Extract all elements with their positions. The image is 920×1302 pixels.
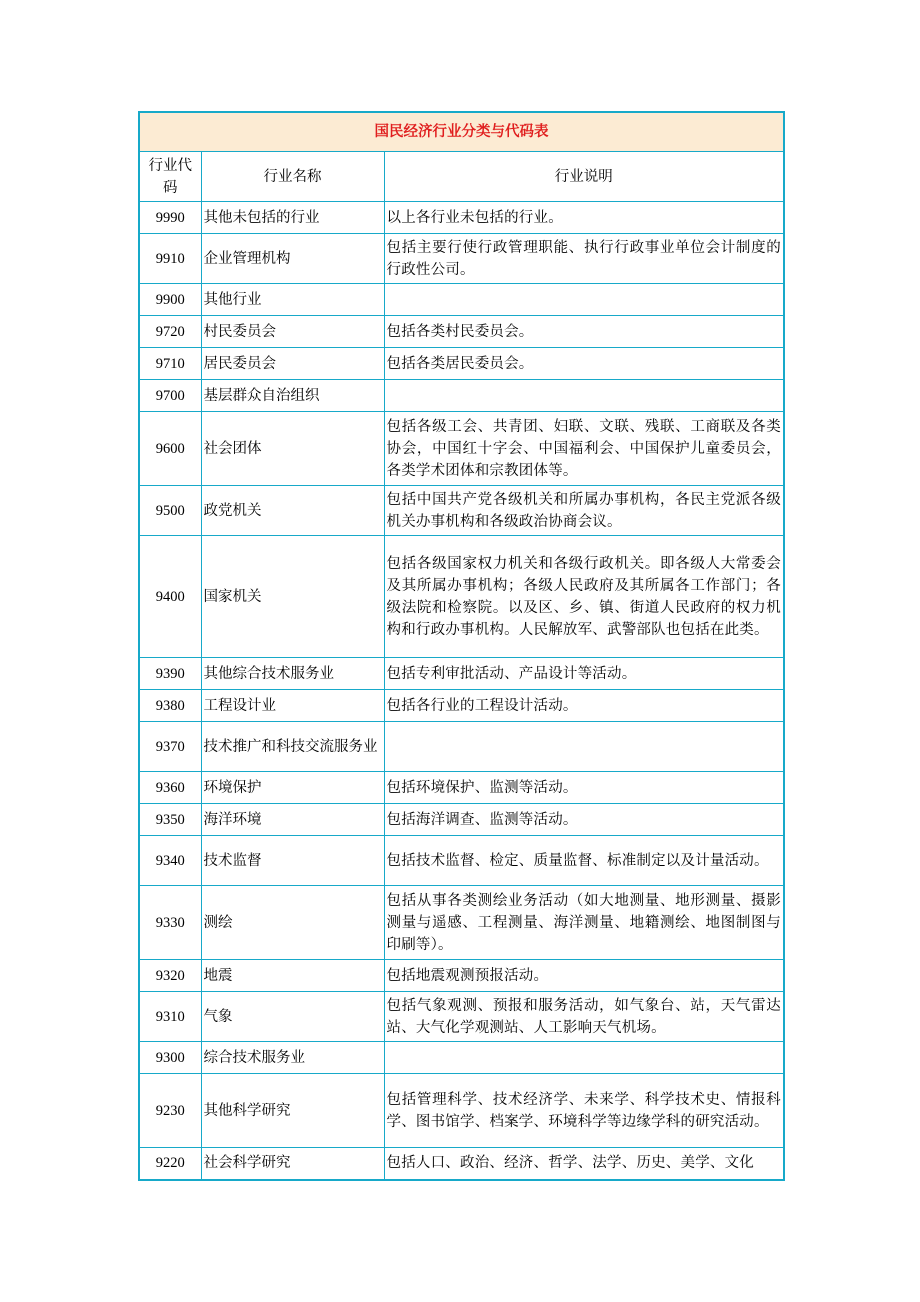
header-name: 行业名称 <box>201 152 384 202</box>
row-description: 包括各级国家权力机关和各级行政机关。即各级人大常委会及其所属办事机构；各级人民政府及其所属各工作部门；各级法院和检察院。以及区、乡、镇、街道人民政府的权力机构和行政办事机构。人民解放军、武警部队也包括在此类。 <box>384 536 784 658</box>
row-code: 9330 <box>139 886 201 960</box>
row-description: 包括各类居民委员会。 <box>384 348 784 380</box>
row-name: 其他综合技术服务业 <box>201 658 384 690</box>
row-description <box>384 284 784 316</box>
row-code: 9600 <box>139 412 201 486</box>
row-description <box>384 722 784 772</box>
row-name: 基层群众自治组织 <box>201 380 384 412</box>
table-row <box>139 960 784 992</box>
row-name: 工程设计业 <box>201 690 384 722</box>
row-code: 9720 <box>139 316 201 348</box>
row-code: 9990 <box>139 202 201 234</box>
table-row <box>139 234 784 284</box>
row-name: 技术监督 <box>201 836 384 886</box>
row-name: 气象 <box>201 992 384 1042</box>
row-description: 包括中国共产党各级机关和所属办事机构，各民主党派各级机关办事机构和各级政治协商会议。 <box>384 486 784 536</box>
row-name: 居民委员会 <box>201 348 384 380</box>
row-code: 9320 <box>139 960 201 992</box>
row-code: 9910 <box>139 234 201 284</box>
header-code: 行业代码 <box>139 152 201 202</box>
row-code: 9390 <box>139 658 201 690</box>
table-row <box>139 284 784 316</box>
row-name: 海洋环境 <box>201 804 384 836</box>
table-row <box>139 536 784 658</box>
row-name: 其他未包括的行业 <box>201 202 384 234</box>
row-code: 9220 <box>139 1148 201 1180</box>
row-description: 以上各行业未包括的行业。 <box>384 202 784 234</box>
table-title: 国民经济行业分类与代码表 <box>139 112 784 152</box>
header-description: 行业说明 <box>384 152 784 202</box>
table-row <box>139 316 784 348</box>
row-code: 9710 <box>139 348 201 380</box>
table-row <box>139 722 784 772</box>
row-code: 9700 <box>139 380 201 412</box>
row-description: 包括海洋调查、监测等活动。 <box>384 804 784 836</box>
table-row <box>139 1074 784 1148</box>
row-code: 9370 <box>139 722 201 772</box>
row-code: 9380 <box>139 690 201 722</box>
row-name: 技术推广和科技交流服务业 <box>201 722 384 772</box>
row-code: 9340 <box>139 836 201 886</box>
row-name: 测绘 <box>201 886 384 960</box>
table-row <box>139 772 784 804</box>
row-name: 政党机关 <box>201 486 384 536</box>
row-name: 其他行业 <box>201 284 384 316</box>
header-row <box>139 152 784 202</box>
row-code: 9500 <box>139 486 201 536</box>
row-description <box>384 1042 784 1074</box>
row-code: 9230 <box>139 1074 201 1148</box>
industry-code-table <box>138 111 785 1181</box>
table-row <box>139 202 784 234</box>
row-name: 企业管理机构 <box>201 234 384 284</box>
row-description: 包括气象观测、预报和服务活动，如气象台、站，天气雷达站、大气化学观测站、人工影响天气机场。 <box>384 992 784 1042</box>
row-description: 包括从事各类测绘业务活动（如大地测量、地形测量、摄影测量与遥感、工程测量、海洋测量、地籍测绘、地图制图与印刷等）。 <box>384 886 784 960</box>
table-row <box>139 380 784 412</box>
row-description: 包括主要行使行政管理职能、执行行政事业单位会计制度的行政性公司。 <box>384 234 784 284</box>
row-code: 9900 <box>139 284 201 316</box>
row-description: 包括人口、政治、经济、哲学、法学、历史、美学、文化 <box>384 1148 784 1180</box>
row-name: 村民委员会 <box>201 316 384 348</box>
row-description: 包括专利审批活动、产品设计等活动。 <box>384 658 784 690</box>
row-code: 9310 <box>139 992 201 1042</box>
table-row <box>139 992 784 1042</box>
row-description: 包括各级工会、共青团、妇联、文联、残联、工商联及各类协会，中国红十字会、中国福利会、中国保护儿童委员会，各类学术团体和宗教团体等。 <box>384 412 784 486</box>
row-code: 9300 <box>139 1042 201 1074</box>
table-row <box>139 348 784 380</box>
table-row <box>139 412 784 486</box>
row-name: 社会团体 <box>201 412 384 486</box>
row-description: 包括各行业的工程设计活动。 <box>384 690 784 722</box>
row-name: 综合技术服务业 <box>201 1042 384 1074</box>
row-name: 其他科学研究 <box>201 1074 384 1148</box>
row-description <box>384 380 784 412</box>
title-row <box>139 112 784 152</box>
table-row <box>139 1148 784 1180</box>
table-row <box>139 658 784 690</box>
row-description: 包括管理科学、技术经济学、未来学、科学技术史、情报科学、图书馆学、档案学、环境科学等边缘学科的研究活动。 <box>384 1074 784 1148</box>
row-description: 包括地震观测预报活动。 <box>384 960 784 992</box>
row-code: 9400 <box>139 536 201 658</box>
table-row <box>139 836 784 886</box>
table-row <box>139 804 784 836</box>
row-description: 包括技术监督、检定、质量监督、标准制定以及计量活动。 <box>384 836 784 886</box>
row-description: 包括各类村民委员会。 <box>384 316 784 348</box>
table-row <box>139 886 784 960</box>
row-code: 9350 <box>139 804 201 836</box>
table-row <box>139 486 784 536</box>
row-name: 社会科学研究 <box>201 1148 384 1180</box>
row-name: 环境保护 <box>201 772 384 804</box>
row-description: 包括环境保护、监测等活动。 <box>384 772 784 804</box>
row-code: 9360 <box>139 772 201 804</box>
table-row <box>139 1042 784 1074</box>
row-name: 地震 <box>201 960 384 992</box>
row-name: 国家机关 <box>201 536 384 658</box>
table-row <box>139 690 784 722</box>
